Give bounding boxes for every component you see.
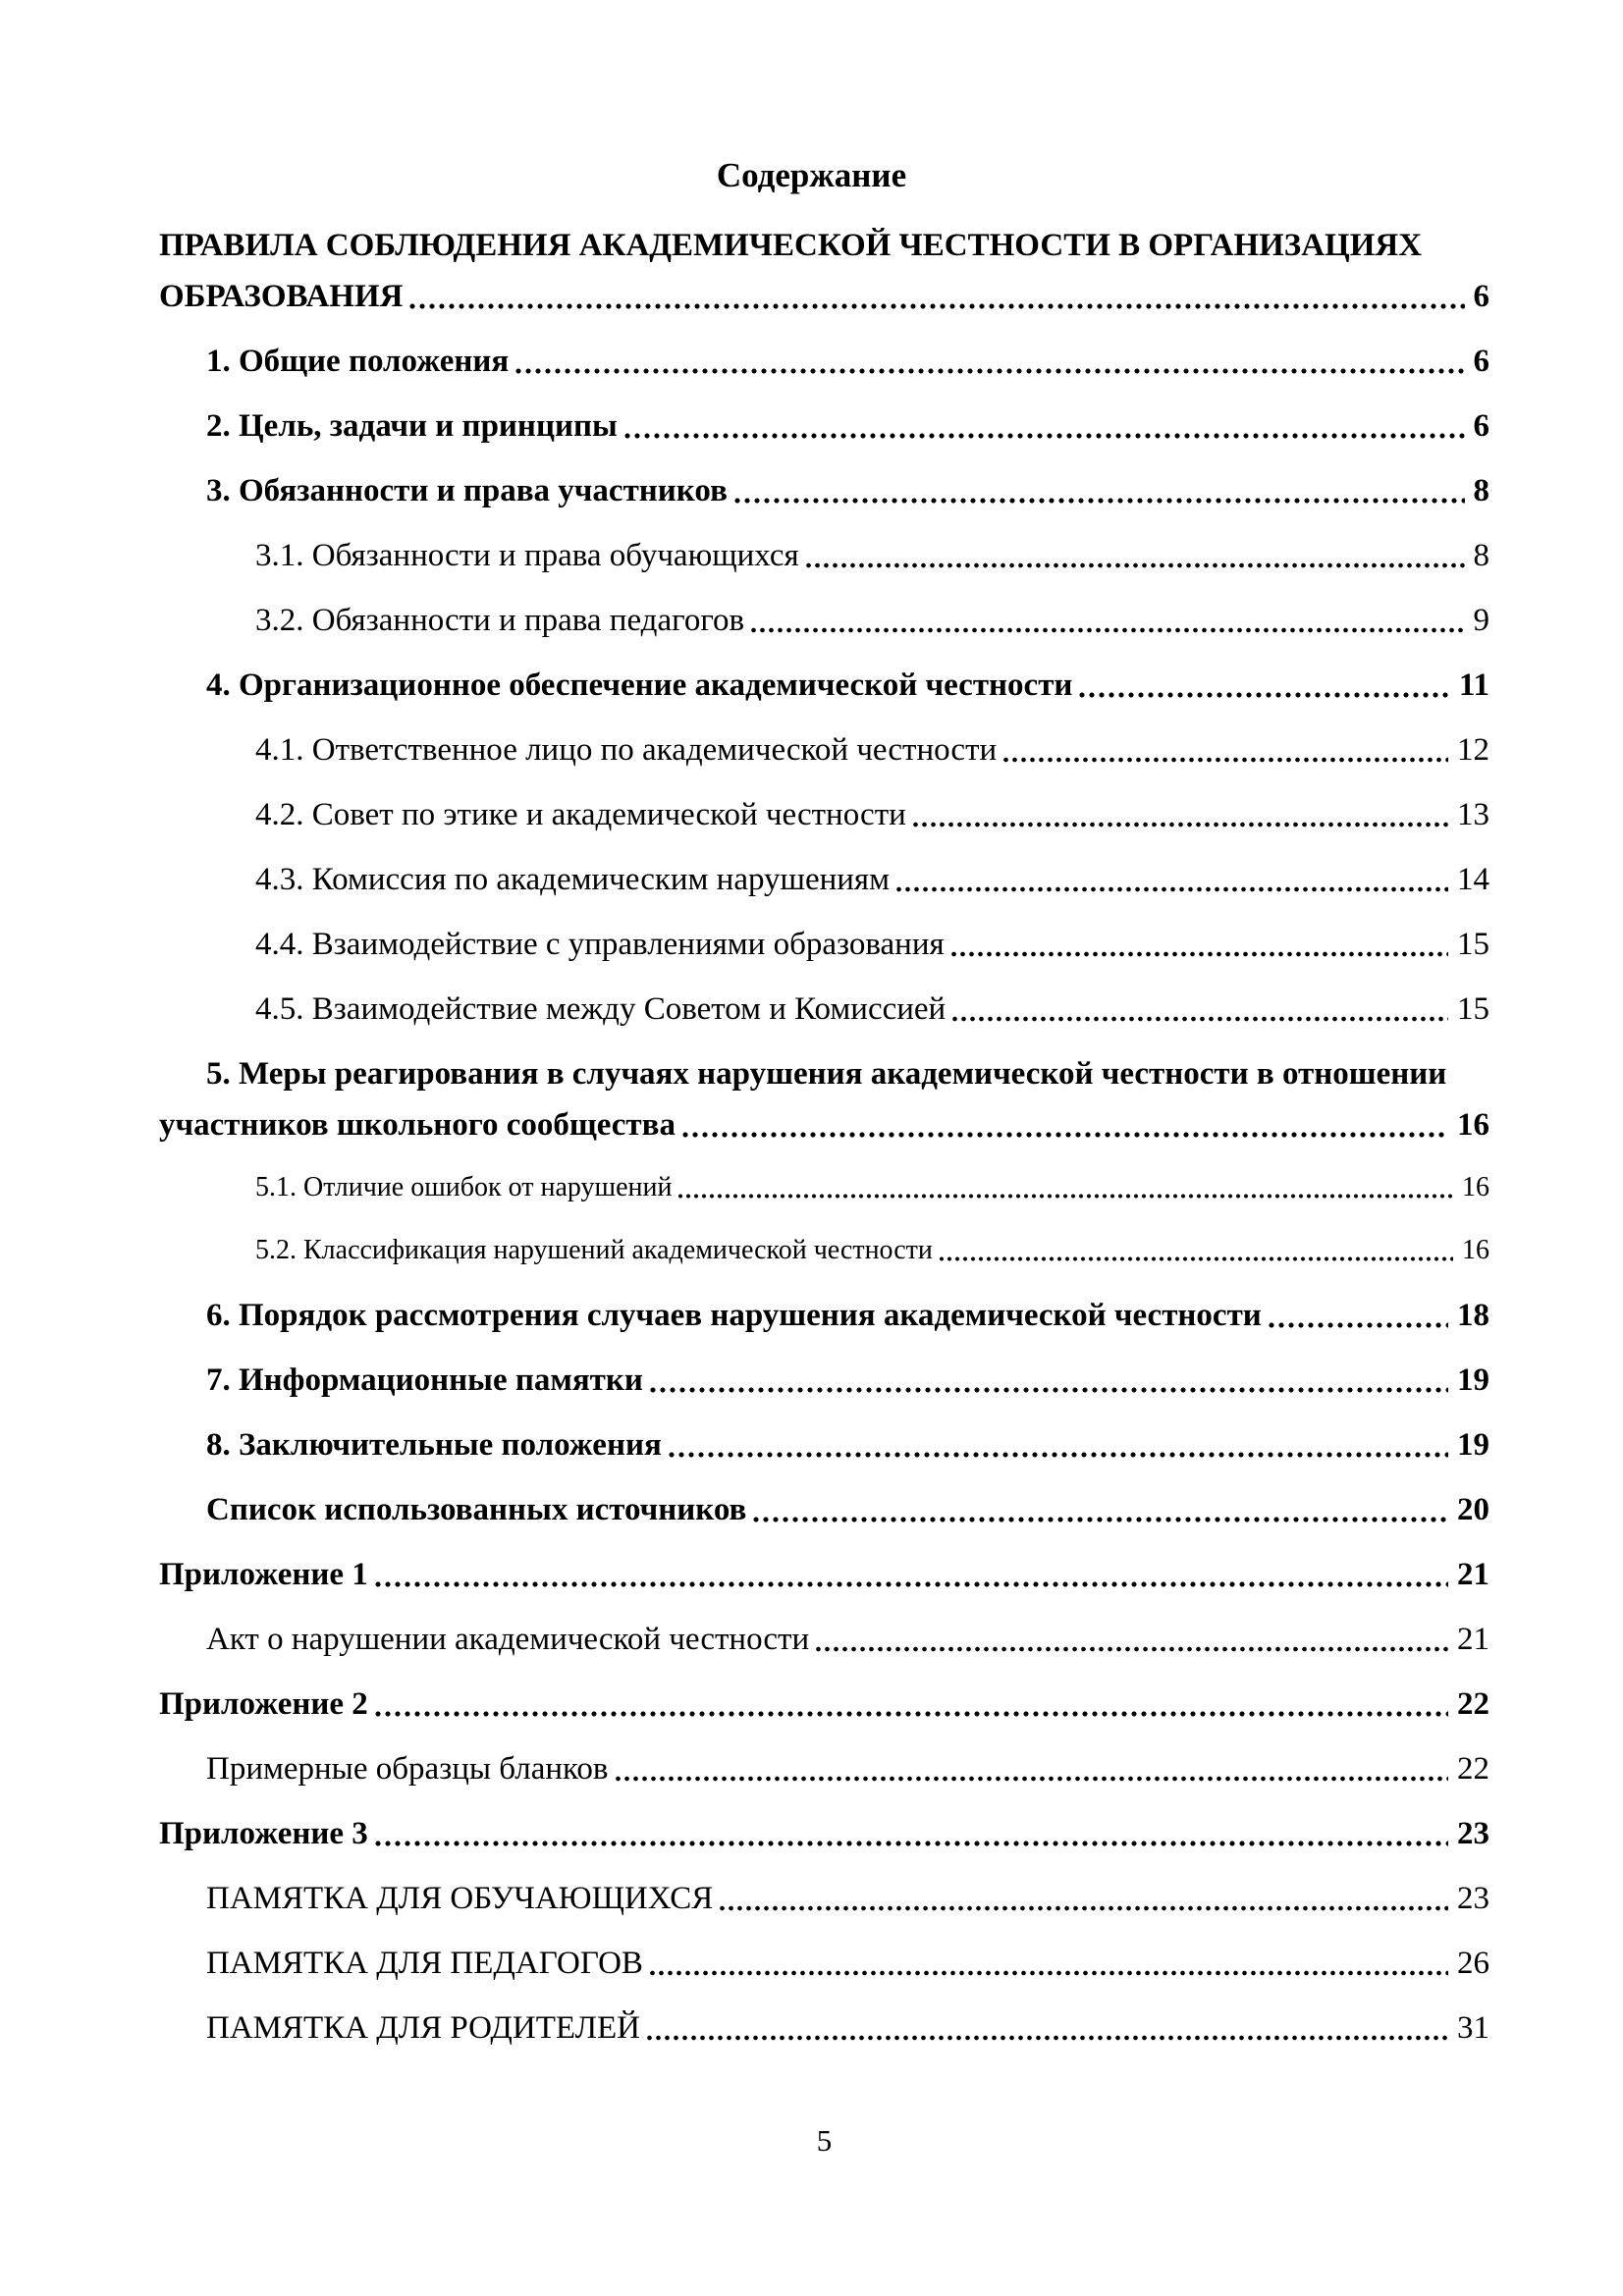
dot-leader-icon bbox=[814, 1614, 1448, 1665]
toc-entry[interactable] bbox=[159, 1484, 1489, 1535]
toc-entry[interactable] bbox=[159, 1743, 1489, 1794]
toc-entry-line bbox=[206, 1743, 1489, 1794]
dot-leader-icon bbox=[804, 530, 1465, 581]
toc-entry-label: ПАМЯТКА ДЛЯ ПЕДАГОГОВ bbox=[206, 1946, 643, 1981]
toc-entry-line bbox=[255, 984, 1489, 1035]
toc-entry-line bbox=[159, 220, 1489, 271]
toc-entry-label: 5. Меры реагирования в случаях нарушения академической честности в отношении bbox=[206, 1056, 1447, 1092]
page-ref: 19 bbox=[1457, 1427, 1489, 1463]
toc-entry[interactable] bbox=[159, 984, 1489, 1035]
dot-leader-icon bbox=[894, 854, 1448, 905]
page-ref: 14 bbox=[1457, 862, 1489, 897]
toc-entry[interactable] bbox=[159, 1164, 1489, 1210]
dot-leader-icon bbox=[1077, 660, 1449, 711]
toc-entry[interactable] bbox=[159, 1873, 1489, 1924]
toc-entry[interactable] bbox=[159, 220, 1489, 322]
toc-entry-line bbox=[206, 1048, 1489, 1099]
dot-leader-icon bbox=[648, 1355, 1448, 1406]
toc-entry-line bbox=[159, 271, 1489, 322]
page-ref: 12 bbox=[1457, 732, 1489, 768]
toc-entry[interactable] bbox=[159, 1679, 1489, 1730]
toc-entry-label: ПАМЯТКА ДЛЯ ОБУЧАЮЩИХСЯ bbox=[206, 1881, 714, 1916]
toc-entry-label: 3. Обязанности и права участников bbox=[206, 473, 728, 508]
toc-entry-label: Примерные образцы бланков bbox=[206, 1751, 609, 1787]
toc-entry-line bbox=[206, 1484, 1489, 1535]
page-ref: 9 bbox=[1473, 603, 1489, 638]
page-ref: 8 bbox=[1473, 473, 1489, 508]
toc-entry[interactable] bbox=[159, 1938, 1489, 1989]
dot-leader-icon bbox=[645, 2002, 1448, 2054]
toc-entry-label: 8. Заключительные положения bbox=[206, 1427, 662, 1463]
toc-entry-label: 7. Информационные памятки bbox=[206, 1362, 643, 1398]
dot-leader-icon bbox=[949, 919, 1448, 970]
toc-entry[interactable] bbox=[159, 595, 1489, 646]
toc-entry[interactable] bbox=[159, 1227, 1489, 1273]
page-ref: 18 bbox=[1457, 1298, 1489, 1333]
toc-entry-label: 4.3. Комиссия по академическим нарушениям bbox=[255, 862, 890, 897]
toc-entry-label: 5.2. Классификация нарушений академической честности bbox=[255, 1235, 933, 1265]
toc-entry-label: Приложение 3 bbox=[159, 1816, 368, 1851]
toc-entry-line bbox=[206, 660, 1489, 711]
page-ref: 15 bbox=[1457, 991, 1489, 1027]
dot-leader-icon bbox=[950, 984, 1448, 1035]
toc-entry-label: ПРАВИЛА СОБЛЮДЕНИЯ АКАДЕМИЧЕСКОЙ ЧЕСТНОСТИ В ОРГАНИЗАЦИЯХ bbox=[159, 228, 1423, 263]
dot-leader-icon bbox=[373, 1679, 1448, 1730]
toc-entry-line bbox=[159, 1549, 1489, 1600]
toc-entry[interactable] bbox=[159, 336, 1489, 387]
page-ref: 8 bbox=[1473, 538, 1489, 573]
footer-page-number: 5 bbox=[816, 2123, 833, 2158]
toc-entry-line bbox=[206, 1873, 1489, 1924]
page-ref: 6 bbox=[1473, 344, 1489, 379]
toc-entry[interactable] bbox=[159, 919, 1489, 970]
toc-entry[interactable] bbox=[159, 660, 1489, 711]
toc-entry-label: 4.5. Взаимодействие между Советом и Комиссией bbox=[255, 991, 947, 1027]
page-ref: 15 bbox=[1457, 927, 1489, 962]
toc-entry-label: 4. Организационное обеспечение академической честности bbox=[206, 667, 1073, 703]
toc-entry-label: участников школьного сообщества bbox=[159, 1107, 676, 1143]
toc-entry-label: Список использованных источников bbox=[206, 1492, 747, 1527]
toc-entry-line bbox=[159, 1099, 1489, 1150]
dot-leader-icon bbox=[1267, 1290, 1448, 1341]
toc-entry-line bbox=[206, 2002, 1489, 2054]
toc-entry[interactable] bbox=[159, 465, 1489, 516]
page-ref: 20 bbox=[1457, 1492, 1489, 1527]
dot-leader-icon bbox=[911, 789, 1448, 840]
page-ref: 22 bbox=[1457, 1751, 1489, 1787]
toc-entry-label: 6. Порядок рассмотрения случаев нарушения академической честности bbox=[206, 1298, 1262, 1333]
toc-entry-line bbox=[255, 854, 1489, 905]
toc-entry[interactable] bbox=[159, 1419, 1489, 1470]
dot-leader-icon bbox=[667, 1419, 1448, 1470]
dot-leader-icon bbox=[751, 1484, 1448, 1535]
page-ref: 6 bbox=[1473, 408, 1489, 444]
toc-entry[interactable] bbox=[159, 2002, 1489, 2054]
toc-entry-line bbox=[255, 724, 1489, 775]
dot-leader-icon bbox=[514, 336, 1464, 387]
dot-leader-icon bbox=[614, 1743, 1449, 1794]
toc-entry[interactable] bbox=[159, 1048, 1489, 1150]
toc-entry[interactable] bbox=[159, 1614, 1489, 1665]
page-ref: 16 bbox=[1457, 1107, 1489, 1143]
toc-entries bbox=[159, 220, 1489, 2054]
dot-leader-icon bbox=[622, 400, 1465, 452]
toc-entry-line bbox=[255, 789, 1489, 840]
page-ref: 6 bbox=[1473, 279, 1489, 314]
dot-leader-icon bbox=[680, 1099, 1448, 1150]
toc-entry-line bbox=[206, 1614, 1489, 1665]
page-ref: 16 bbox=[1462, 1172, 1489, 1202]
toc-entry-line bbox=[206, 400, 1489, 452]
dot-leader-icon bbox=[407, 271, 1464, 322]
toc-entry[interactable] bbox=[159, 1549, 1489, 1600]
toc-entry-line bbox=[206, 1355, 1489, 1406]
page-ref: 16 bbox=[1462, 1235, 1489, 1265]
toc-entry-label: 2. Цель, задачи и принципы bbox=[206, 408, 618, 444]
page-ref: 19 bbox=[1457, 1362, 1489, 1398]
toc-entry-label: Приложение 2 bbox=[159, 1686, 368, 1722]
toc-entry[interactable] bbox=[159, 1808, 1489, 1859]
page-ref: 23 bbox=[1457, 1816, 1489, 1851]
dot-leader-icon bbox=[1001, 724, 1448, 775]
toc-entry-line bbox=[206, 1419, 1489, 1470]
toc-entry-line bbox=[159, 1808, 1489, 1859]
toc-entry-line bbox=[255, 919, 1489, 970]
page-ref: 21 bbox=[1457, 1557, 1489, 1592]
toc-entry[interactable] bbox=[159, 854, 1489, 905]
toc-entry-line bbox=[255, 1164, 1489, 1210]
toc-entry-line bbox=[159, 1679, 1489, 1730]
page-ref: 21 bbox=[1457, 1622, 1489, 1657]
toc-entry-label: 4.2. Совет по этике и академической честности bbox=[255, 797, 906, 832]
toc-entry-line bbox=[206, 465, 1489, 516]
toc-entry[interactable] bbox=[159, 789, 1489, 840]
toc-entry-line bbox=[206, 336, 1489, 387]
dot-leader-icon bbox=[749, 595, 1464, 646]
dot-leader-icon bbox=[648, 1938, 1448, 1989]
page-ref: 31 bbox=[1457, 2010, 1489, 2046]
toc-entry-line bbox=[255, 595, 1489, 646]
toc-entry[interactable] bbox=[159, 400, 1489, 452]
toc-entry-label: Приложение 1 bbox=[159, 1557, 368, 1592]
dot-leader-icon bbox=[373, 1808, 1448, 1859]
toc-entry-line bbox=[255, 530, 1489, 581]
toc-entry-label: 4.1. Ответственное лицо по академической честности bbox=[255, 732, 998, 768]
page-ref: 26 bbox=[1457, 1946, 1489, 1981]
toc-entry-label: 4.4. Взаимодействие с управлениями образования bbox=[255, 927, 945, 962]
toc-entry-label: 3.2. Обязанности и права педагогов bbox=[255, 603, 745, 638]
page-ref: 11 bbox=[1458, 667, 1489, 703]
toc-entry-line bbox=[206, 1290, 1489, 1341]
toc-entry-label: 3.1. Обязанности и права обучающихся bbox=[255, 538, 799, 573]
dot-leader-icon bbox=[938, 1227, 1453, 1273]
page-ref: 13 bbox=[1457, 797, 1489, 832]
toc-entry[interactable] bbox=[159, 724, 1489, 775]
toc-entry-label: ПАМЯТКА ДЛЯ РОДИТЕЛЕЙ bbox=[206, 2010, 640, 2046]
toc-entry-line bbox=[206, 1938, 1489, 1989]
toc-entry[interactable] bbox=[159, 1290, 1489, 1341]
toc-entry[interactable] bbox=[159, 1355, 1489, 1406]
page-ref: 22 bbox=[1457, 1686, 1489, 1722]
toc-entry-label: 5.1. Отличие ошибок от нарушений bbox=[255, 1172, 673, 1202]
toc-entry-label: 1. Общие положения bbox=[206, 344, 510, 379]
toc-entry-label: ОБРАЗОВАНИЯ bbox=[159, 279, 404, 314]
page-ref: 23 bbox=[1457, 1881, 1489, 1916]
dot-leader-icon bbox=[373, 1549, 1448, 1600]
toc-entry[interactable] bbox=[159, 530, 1489, 581]
dot-leader-icon bbox=[676, 1164, 1453, 1210]
page-title: Содержание bbox=[716, 156, 907, 194]
toc-entry-label: Акт о нарушении академической честности bbox=[206, 1622, 810, 1657]
dot-leader-icon bbox=[718, 1873, 1448, 1924]
toc-entry-line bbox=[255, 1227, 1489, 1273]
dot-leader-icon bbox=[732, 465, 1465, 516]
